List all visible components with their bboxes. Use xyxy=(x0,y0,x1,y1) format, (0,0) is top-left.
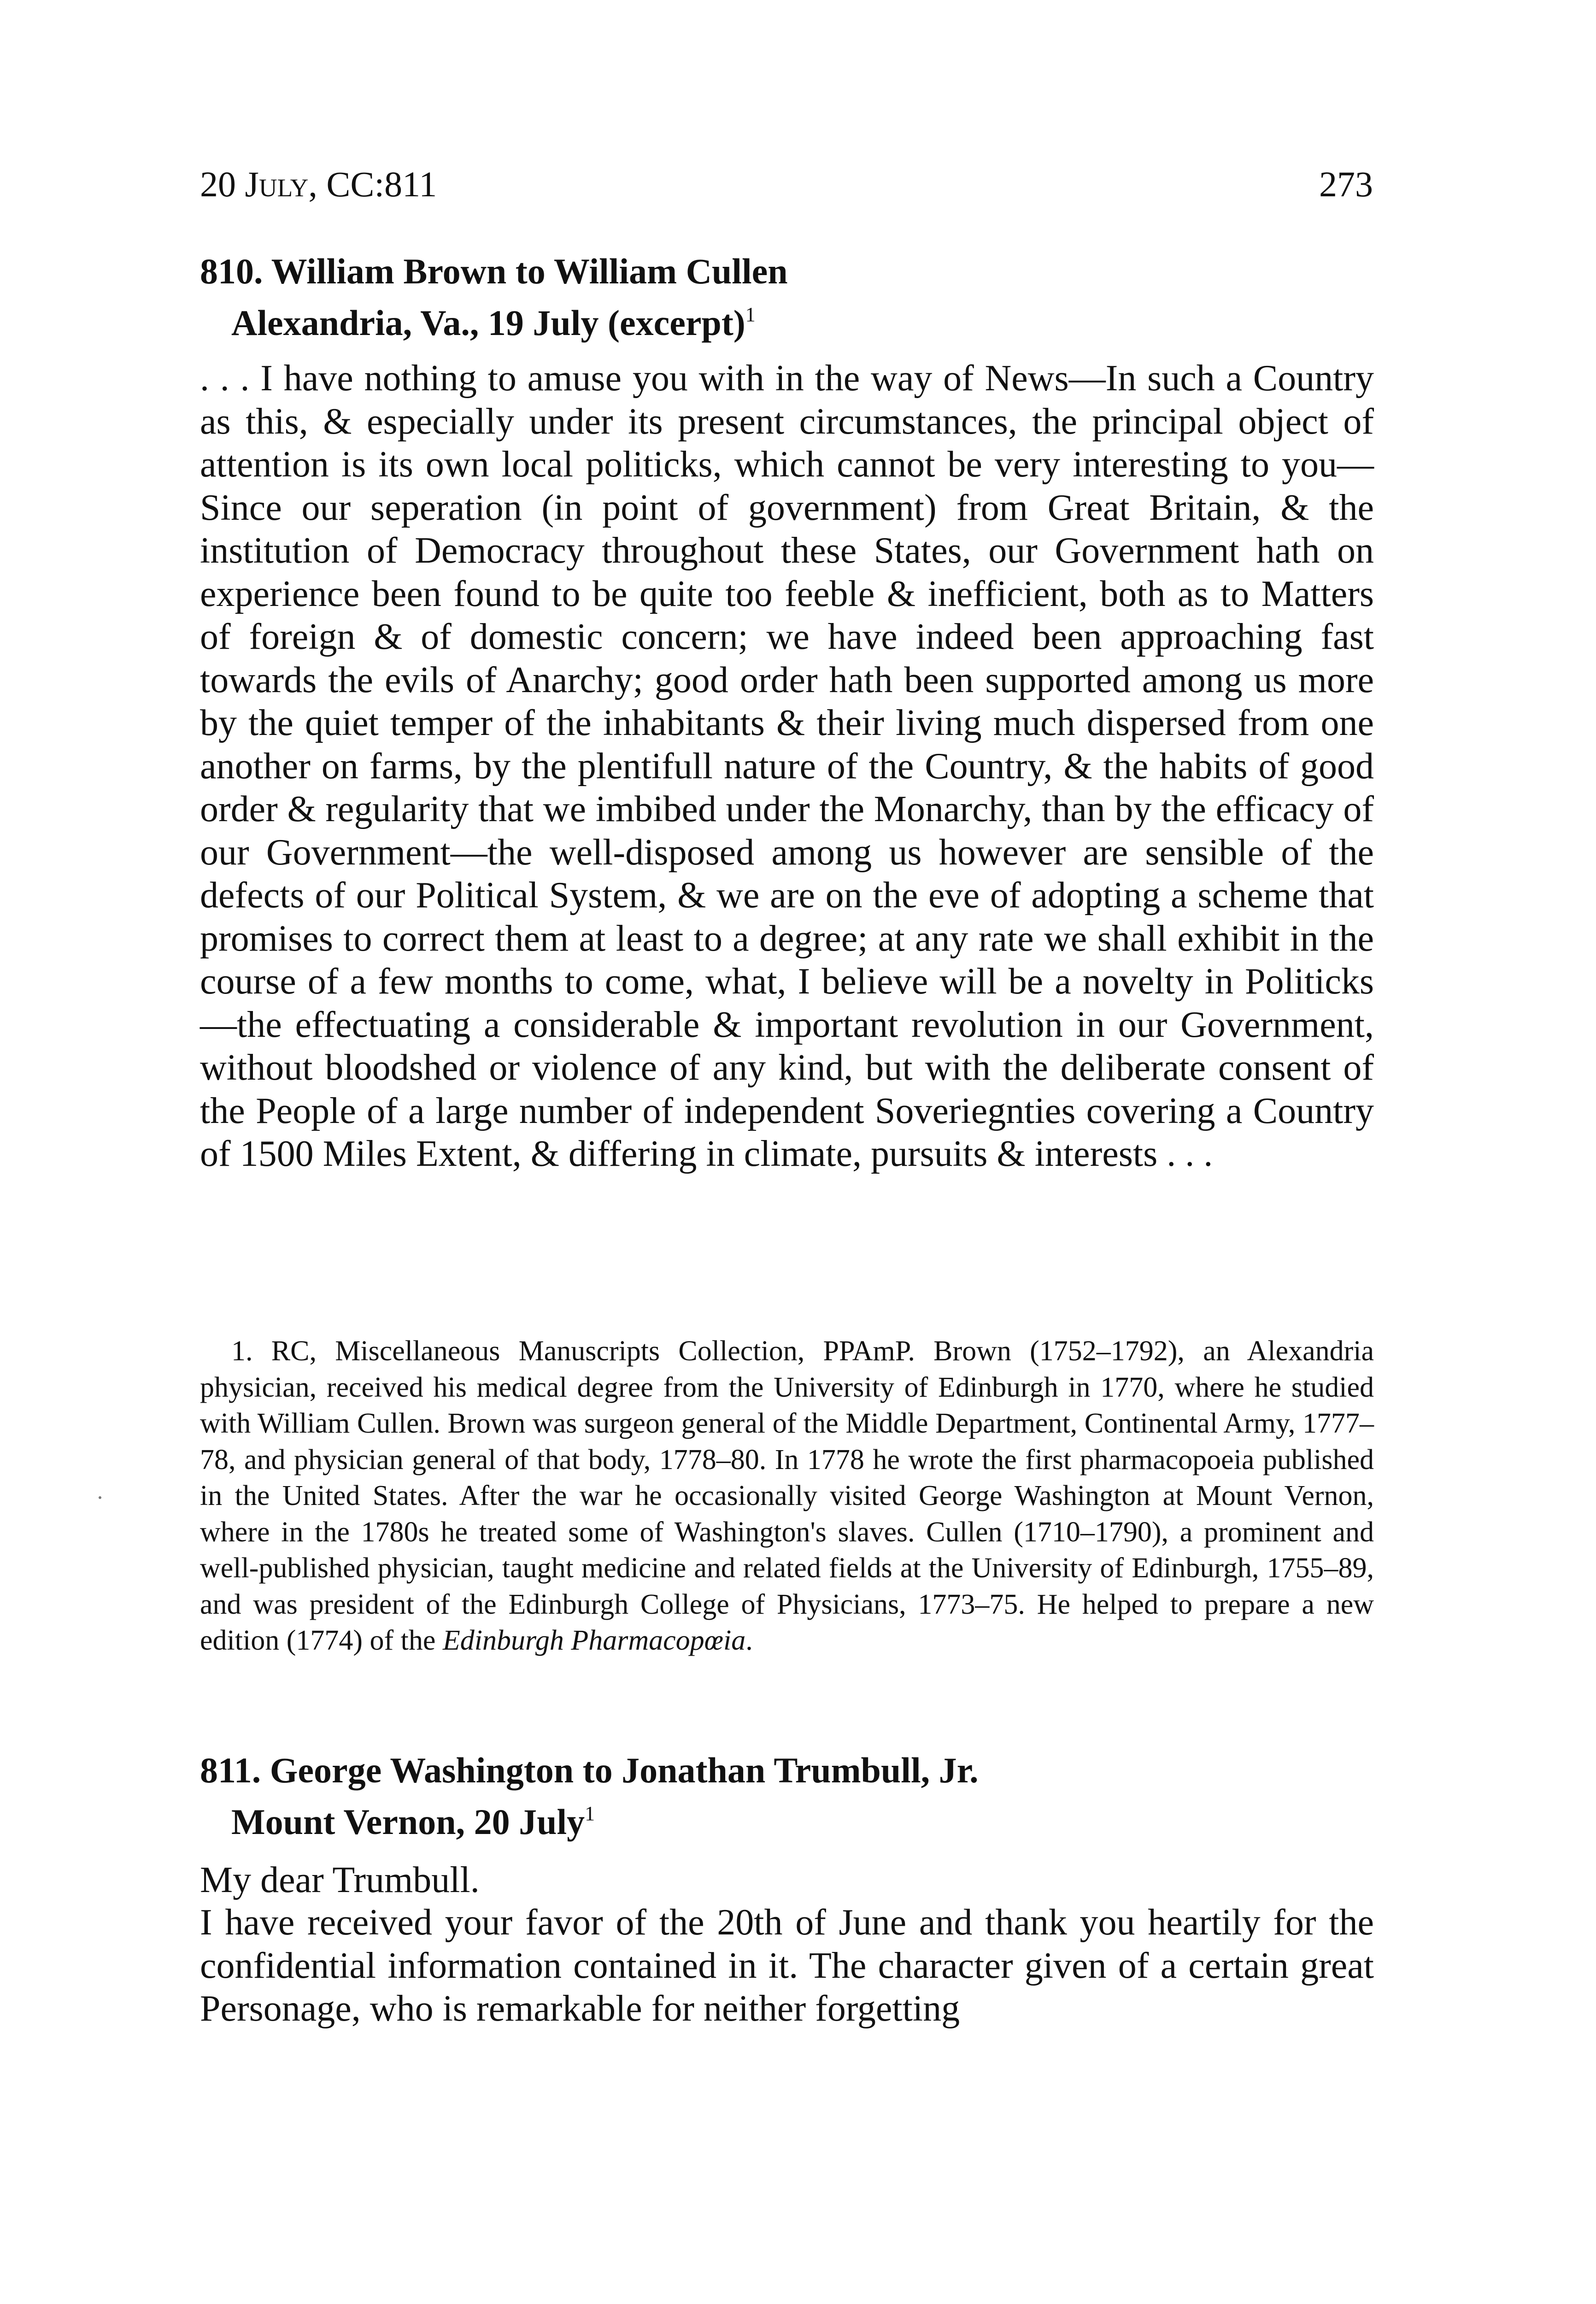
scan-speck xyxy=(99,1496,101,1499)
page-number: 273 xyxy=(1319,164,1373,204)
document-810-title: 810. William Brown to William Cullen xyxy=(200,251,788,291)
running-head-date-month: July xyxy=(245,164,309,204)
document-811-salutation: My dear Trumbull. xyxy=(200,1860,480,1900)
document-810-place-date-line xyxy=(200,293,788,345)
footnote-text: 1. RC, Miscellaneous Manuscripts Collection, PPAmP. Brown (1752–1792), an Alexandria physician, received his medical degree from the University of Edinburgh in 1770, where he studied with William Cullen. Brown was surgeon general of the Middle Department, Continental Army, 1777–78, and physician general of that body, 1778–80. In 1778 he wrote the first pharmacopoeia published in the United States. After the war he occasionally visited George Washington at Mount Vernon, where in the 1780s he treated some of Washington's slaves. Cullen (1710–1790), a prominent and well-published physician, taught medicine and related fields at the University of Edinburgh, 1755–89, and was president of the Edinburgh College of Physicians, 1773–75. He helped to prepare a new edition (1774) of the xyxy=(200,1335,1374,1656)
document-810-place-date: Alexandria, Va., 19 July (excerpt) xyxy=(231,303,745,343)
document-811-body: I have received your favor of the 20th of June and thank you heartily for the confidential information contained in it. The character given of a certain great Personage, who is remarkable for neither forgetting xyxy=(200,1902,1374,2029)
running-head-date-day: 20 xyxy=(200,164,245,204)
document-811-note-reference: 1 xyxy=(585,1802,595,1825)
document-810-heading xyxy=(200,250,788,345)
document-811-heading xyxy=(200,1749,979,1844)
footnote-cited-title: Edinburgh Pharmacopœia xyxy=(442,1625,746,1656)
footnote-end: . xyxy=(745,1625,753,1656)
running-head-left xyxy=(200,164,437,205)
running-head-document-ref: , CC:811 xyxy=(308,164,437,204)
document-811-place-date: Mount Vernon, 20 July xyxy=(231,1802,585,1842)
document-810-note-reference: 1 xyxy=(745,303,756,326)
document-810-body: . . . I have nothing to amuse you with in the way of News—In such a Country as this, & especially under its present circumstances, the principal object of attention is its own local politicks, which cannot be very interesting to you—Since our seperation (in point of government) from Great Britain, & the institution of Democracy throughout these States, our Government hath on experience been found to be quite too feeble & inefficient, both as to Matters of foreign & of domestic concern; we have indeed been approaching fast towards the evils of Anarchy; good order hath been supported among us more by the quiet temper of the inhabitants & their living much dispersed from one another on farms, by the plentifull nature of the Country, & the habits of good order & regularity that we imbibed under the Monarchy, than by the efficacy of our Government—the well-disposed among us however are sensible of the defects of our Political System, & we are on the eve of adopting a scheme that promises to correct them at least to a degree; at any rate we shall exhibit in the course of a few months to come, what, I believe will be a novelty in Politicks—the effectuating a considerable & important revolution in our Government, without bloodshed or violence of any kind, but with the deliberate consent of the People of a large number of independent Soveriegnties covering a Country of 1500 Miles Extent, & differing in climate, pursuits & interests . . . xyxy=(200,358,1374,1174)
document-811-place-date-line xyxy=(200,1792,979,1844)
document-811-title: 811. George Washington to Jonathan Trumbull, Jr. xyxy=(200,1750,979,1790)
document-810-footnote xyxy=(200,1333,1374,1659)
